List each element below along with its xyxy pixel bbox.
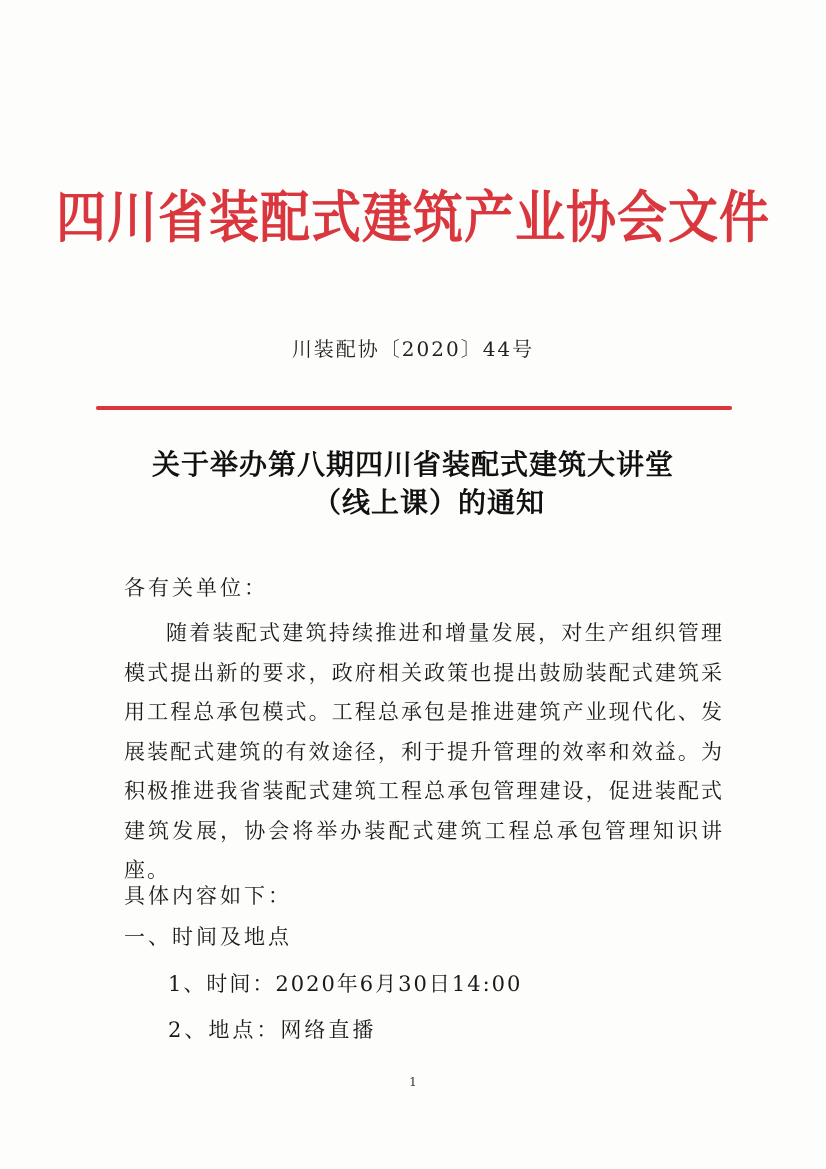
item-location: 2、地点：网络直播 [168, 1018, 377, 1042]
red-divider-line [96, 406, 732, 410]
salutation: 各有关单位： [124, 576, 268, 600]
intro-paragraph: 随着装配式建筑持续推进和增量发展，对生产组织管理模式提出新的要求，政府相关政策也提出鼓励装配式建筑采用工程总承包模式。工程总承包是推进建筑产业现代化、发展装配式建筑的有效途径，利于提升管理的效率和效益。为积极推进我省装配式建筑工程总承包管理建设，促进装配式建筑发展，协会将举办装配式建筑工程总承包管理知识讲座。 [124, 621, 724, 882]
intro-end-line: 具体内容如下： [124, 884, 292, 908]
notice-title-line1: 关于举办第八期四川省装配式建筑大讲堂 [151, 448, 674, 481]
item-time: 1、时间：2020年6月30日14:00 [168, 972, 523, 996]
document-number: 川装配协〔2020〕44号 [291, 337, 535, 361]
notice-title-line2: （线上课）的通知 [312, 486, 545, 519]
section-heading-time-location: 一、时间及地点 [124, 925, 292, 949]
org-file-title: 四川省装配式建筑产业协会文件 [56, 185, 770, 251]
page-number: 1 [409, 1075, 417, 1089]
